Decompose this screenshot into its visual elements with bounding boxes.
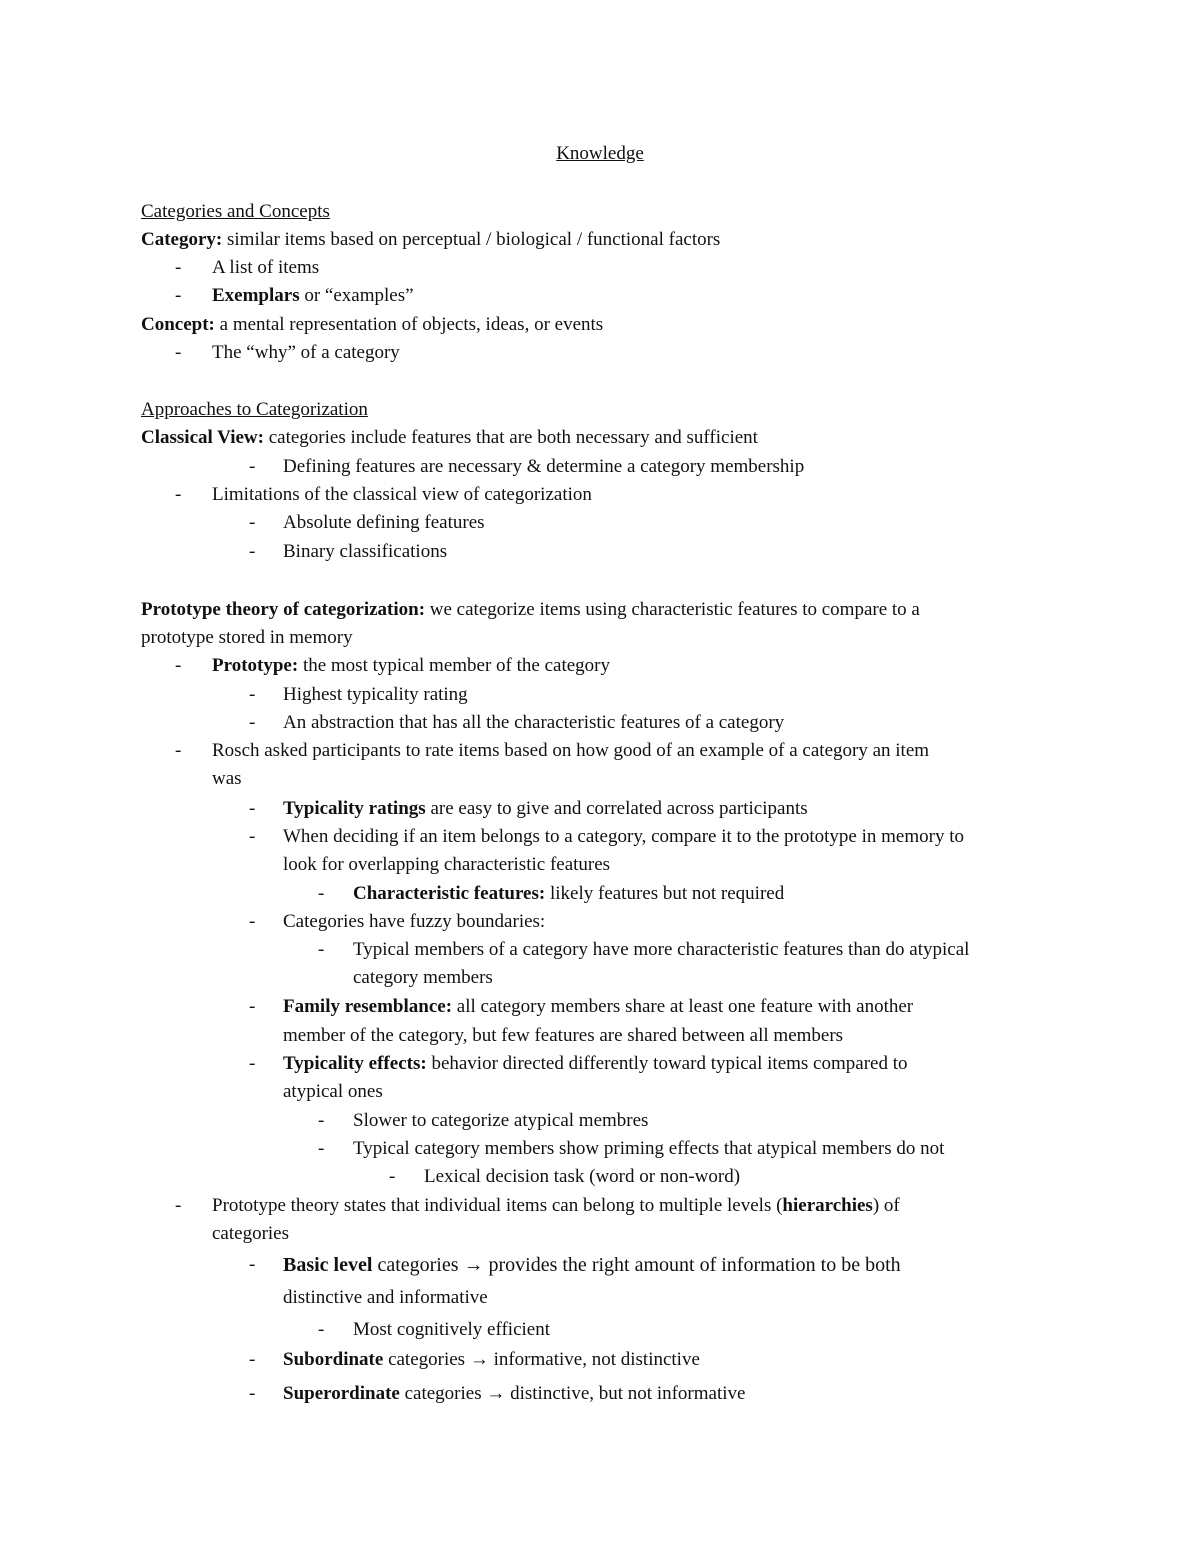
list-item: Absolute defining features	[283, 512, 485, 533]
list-item: The “why” of a category	[212, 342, 400, 363]
list-item	[283, 1346, 700, 1374]
term: Typicality ratings	[283, 798, 426, 819]
list-item	[212, 282, 414, 310]
definition-concept	[141, 311, 603, 339]
definition-text: categories include features that are both necessary and sufficient	[263, 427, 758, 448]
bullet-dash: -	[175, 655, 182, 676]
list-item	[283, 993, 913, 1021]
list-item: Slower to categorize atypical membres	[353, 1110, 649, 1131]
bullet-dash: -	[318, 1319, 325, 1340]
definition-text: we categorize items using characteristic features to compare to a	[425, 599, 920, 620]
bullet-dash: -	[175, 484, 182, 505]
bullet-dash: -	[318, 1138, 325, 1159]
list-item	[283, 795, 808, 823]
bullet-dash: -	[318, 883, 325, 904]
definition-prototype-theory	[141, 596, 920, 624]
bullet-dash: -	[175, 257, 182, 278]
section-heading-categories-concepts: Categories and Concepts	[141, 201, 330, 222]
bullet-dash: -	[249, 1383, 256, 1404]
bullet-dash: -	[249, 512, 256, 533]
definition-classical-view	[141, 424, 758, 452]
bullet-dash: -	[249, 996, 256, 1017]
list-item-continued: categories	[212, 1223, 290, 1244]
list-item: Most cognitively efficient	[353, 1319, 550, 1340]
list-item: Binary classifications	[283, 541, 448, 562]
list-item-text: or “examples”	[299, 285, 414, 306]
bullet-dash: -	[249, 798, 256, 819]
definition-text: similar items based on perceptual / biological / functional factors	[222, 229, 721, 250]
term: Classical View:	[141, 427, 264, 448]
term: Prototype theory of categorization:	[141, 599, 426, 620]
list-item: Defining features are necessary & determine a category membership	[283, 456, 805, 477]
term: hierarchies	[782, 1195, 873, 1216]
term: Family resemblance:	[283, 996, 453, 1017]
bullet-dash: -	[318, 939, 325, 960]
list-item	[283, 1380, 745, 1408]
definition-text: a mental representation of objects, ideas, or events	[214, 314, 604, 335]
list-item	[212, 1192, 900, 1220]
bullet-dash: -	[249, 456, 256, 477]
definition-text-continued: prototype stored in memory	[141, 627, 353, 648]
list-item-text: likely features but not required	[545, 883, 785, 904]
section-heading-approaches: Approaches to Categorization	[141, 399, 368, 420]
list-item: Rosch asked participants to rate items based on how good of an example of a category an item	[212, 740, 930, 761]
term: Concept:	[141, 314, 215, 335]
bullet-dash: -	[175, 1195, 182, 1216]
list-item-text: Prototype theory states that individual items can belong to multiple levels (	[212, 1195, 783, 1216]
term: Typicality effects:	[283, 1053, 427, 1074]
term: Category:	[141, 229, 223, 250]
term: Subordinate	[283, 1349, 384, 1370]
term: Prototype:	[212, 655, 299, 676]
page-title: Knowledge	[556, 143, 644, 164]
list-item-text: categories → distinctive, but not informative	[399, 1383, 746, 1404]
term: Superordinate	[283, 1383, 400, 1404]
list-item	[283, 1050, 908, 1078]
list-item: A list of items	[212, 257, 320, 278]
term: Basic level	[283, 1254, 373, 1276]
bullet-dash: -	[389, 1166, 396, 1187]
list-item: Lexical decision task (word or non-word)	[424, 1166, 741, 1187]
list-item: An abstraction that has all the characteristic features of a category	[283, 712, 785, 733]
bullet-dash: -	[249, 1053, 256, 1074]
list-item-text: behavior directed differently toward typical items compared to	[426, 1053, 908, 1074]
list-item: Limitations of the classical view of categorization	[212, 484, 592, 505]
list-item-text: ) of	[872, 1195, 900, 1216]
list-item	[283, 1251, 901, 1279]
list-item-text: categories → informative, not distinctive	[383, 1349, 700, 1370]
list-item: Highest typicality rating	[283, 684, 468, 705]
bullet-dash: -	[249, 541, 256, 562]
list-item-continued: atypical ones	[283, 1081, 383, 1102]
list-item-continued: category members	[353, 967, 493, 988]
list-item-text: are easy to give and correlated across participants	[425, 798, 808, 819]
list-item-continued: distinctive and informative	[283, 1287, 488, 1308]
term: Exemplars	[212, 285, 300, 306]
list-item	[212, 652, 610, 680]
term: Characteristic features:	[353, 883, 546, 904]
list-item-text: the most typical member of the category	[298, 655, 610, 676]
list-item-continued: member of the category, but few features are shared between all members	[283, 1025, 844, 1046]
bullet-dash: -	[175, 740, 182, 761]
bullet-dash: -	[249, 1349, 256, 1370]
list-item-text: categories → provides the right amount of information to be both	[372, 1254, 901, 1276]
bullet-dash: -	[249, 826, 256, 847]
list-item: Typical category members show priming effects that atypical members do not	[353, 1138, 945, 1159]
bullet-dash: -	[175, 285, 182, 306]
bullet-dash: -	[249, 1254, 256, 1275]
bullet-dash: -	[249, 712, 256, 733]
bullet-dash: -	[249, 684, 256, 705]
list-item: Categories have fuzzy boundaries:	[283, 911, 546, 932]
list-item-continued: look for overlapping characteristic features	[283, 854, 611, 875]
bullet-dash: -	[249, 911, 256, 932]
list-item-text: all category members share at least one feature with another	[452, 996, 914, 1017]
definition-category	[141, 226, 720, 254]
bullet-dash: -	[318, 1110, 325, 1131]
list-item	[353, 880, 784, 908]
list-item: When deciding if an item belongs to a category, compare it to the prototype in memory to	[283, 826, 964, 847]
list-item-continued: was	[212, 768, 242, 789]
bullet-dash: -	[175, 342, 182, 363]
list-item: Typical members of a category have more characteristic features than do atypical	[353, 939, 970, 960]
